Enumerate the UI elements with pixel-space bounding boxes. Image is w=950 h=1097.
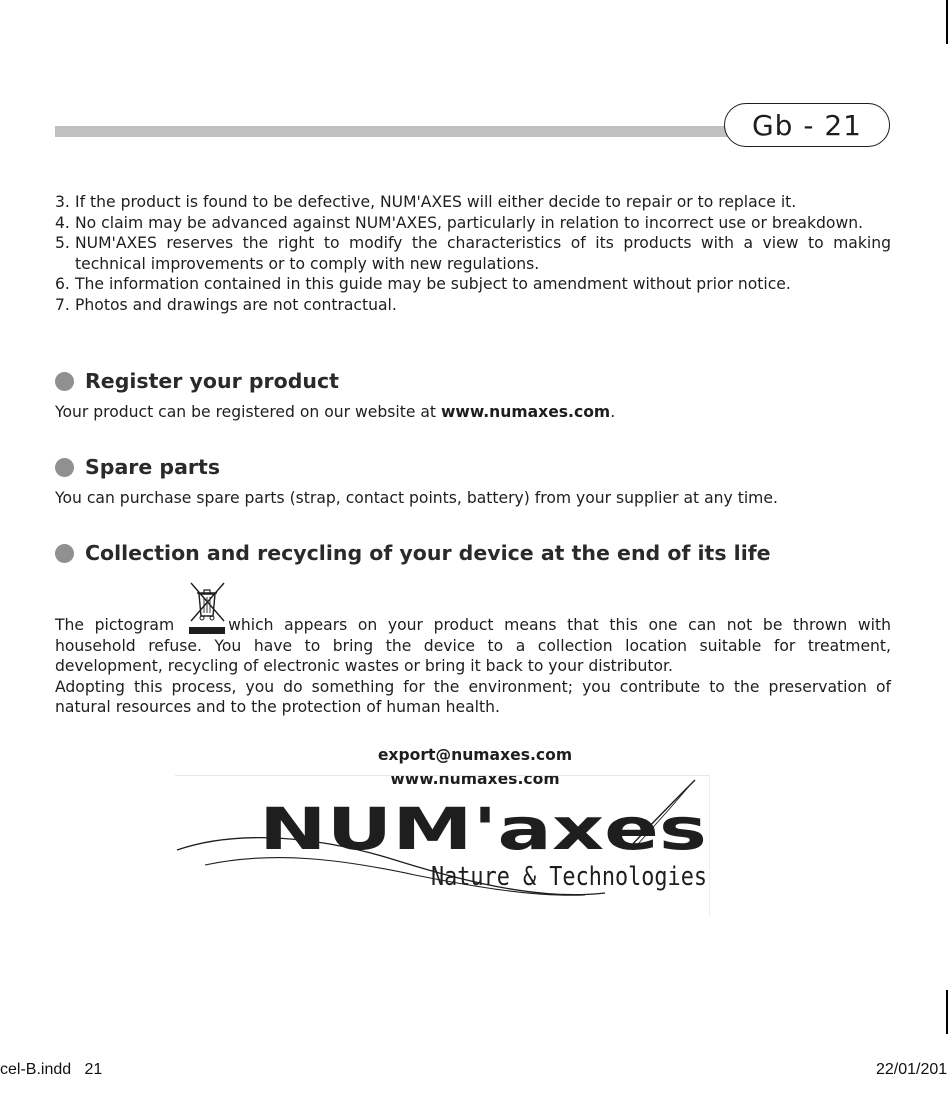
list-item-text: No claim may be advanced against NUM'AXES, particularly in relation to incorrect use or breakdown. [75,213,864,232]
list-item [55,295,891,316]
list-item-number: 5. [55,234,70,253]
logo-brand: NUM'axes [259,795,707,863]
register-text-before: Your product can be registered on our website at [55,403,442,421]
crop-mark-bottom-right [946,990,948,1034]
page-label: Gb - 21 [751,108,862,142]
list-item [55,274,891,295]
contact-website[interactable]: www.numaxes.com [390,770,560,788]
register-text-after: . [610,403,616,421]
list-item-text: The information contained in this guide may be subject to amendment without prior notice. [75,275,791,294]
crop-mark-top-right [946,0,948,44]
register-website-link[interactable]: www.numaxes.com [441,403,611,421]
recycling-rest: which appears on your product means that this one can not be thrown with household refuse. You have to bring the device to a collection location suitable for treatment, development, recycling of electronic wastes or bring it back to your distributor. [55,616,891,676]
list-item [55,192,891,213]
logo-tagline: Nature & Technologies [431,862,707,892]
list-item-number: 7. [55,295,70,314]
bullet-icon [55,372,74,391]
contact-email[interactable]: export@numaxes.com [377,746,573,764]
spare-parts-heading [55,455,220,479]
list-item-text: Photos and drawings are not contractual. [75,295,397,314]
list-item [55,233,891,274]
page-number-badge [724,103,890,147]
recycling-lead: The pictogram [55,616,175,634]
list-item-number: 3. [55,193,70,211]
recycling-text [55,615,891,718]
numaxes-logo [175,775,710,917]
list-item-text: If the product is found to be defective, NUM'AXES will either decide to repair or to replace it. [75,193,797,211]
recycling-heading [55,541,771,565]
recycling-paragraph-1 [55,615,891,677]
register-heading-text: Register your product [85,369,339,393]
bullet-icon [55,458,74,477]
recycling-paragraph-2: Adopting this process, you do something for the environment; you contribute to the preservation of natural resources and to the protection of human health. [55,677,891,717]
list-item-number: 6. [55,275,70,294]
list-item-text: NUM'AXES reserves the right to modify the characteristics of its products with a view to making technical improvements or to comply with new regulations. [75,234,891,273]
bullet-icon [55,544,74,563]
list-item [55,213,891,234]
footer-date: 22/01/201 [876,1061,948,1078]
recycling-heading-text: Collection and recycling of your device at the end of its life [85,541,771,565]
register-text [55,402,891,423]
terms-list [55,192,891,316]
list-item-number: 4. [55,213,70,232]
footer-file-label: cel-B.indd 21 [0,1061,103,1078]
spare-parts-heading-text: Spare parts [85,455,221,479]
spare-parts-text: You can purchase spare parts (strap, contact points, battery) from your supplier at any time. [55,489,778,507]
header-bar [55,126,740,137]
register-heading [55,369,339,393]
